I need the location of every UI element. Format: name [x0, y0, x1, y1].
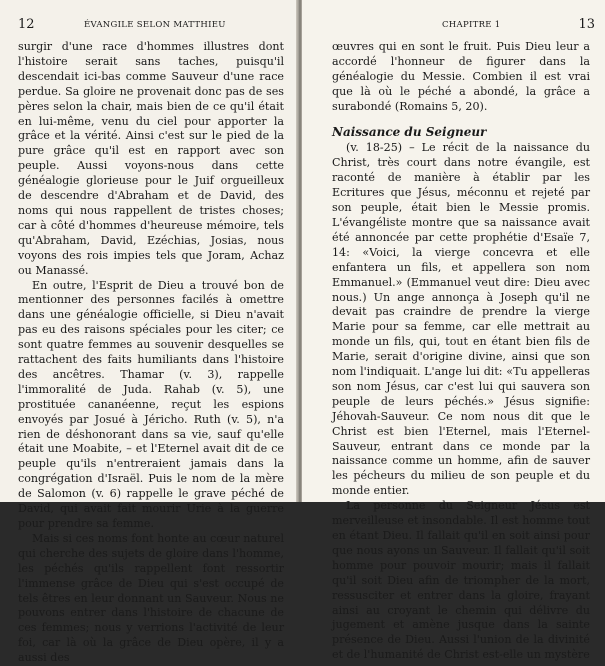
- right-page: [302, 0, 605, 662]
- section-title: Naissance du Seigneur: [332, 124, 487, 139]
- left-page: [0, 0, 298, 665]
- right-running-header: CHAPITRE 1: [442, 20, 501, 30]
- left-paragraph: En outre, l'Esprit de Dieu a trouvé bon de mentionner des personnes facilés à omettre dans une généalogie officielle, si Dieu n'avait pas eu des raisons spéciales pour les citer; ce sont quatre femmes au souvenir desquelles se rattachent des faits humiliants dans l'histoire des ancêtres. Thamar (v. 3), rappelle l'immoralité de Juda. Rahab (v. 5), une prostituée cananéenne, reçut les espions envoyés par Josué à Jéricho. Ruth (v. 5), n'a rien de déshonorant dans sa vie, sauf qu'elle était une Moabite, – et l'Eternel avait dit de ce peuple qu'ils n'entreraient jamais dans la congrégation d'Israël. Puis le nom de la mère de Salomon (v. 6) rappelle le grave péché de David, qui avait fait mourir Urie à la guerre pour prendre sa femme.: [18, 278, 284, 530]
- left-running-header: ÉVANGILE SELON MATTHIEU: [84, 20, 226, 30]
- right-intro-paragraph: œuvres qui en sont le fruit. Puis Dieu leur a accordé l'honneur de figurer dans la généalogie du Messie. Combien il est vrai que là où le péché a abondé, la grâce a surabondé (Romains 5, 20).: [332, 40, 590, 113]
- right-page-body: [332, 40, 590, 663]
- left-paragraph: Mais si ces noms font honte au cœur naturel qui cherche des sujets de gloire dans l'homme, les péchés qu'ils rappellent font ressortir l'immense grâce de Dieu qui s'est occupé de tels êtres en leur donnant un Sauveur. Nous ne pouvons entrer dans l'histoire de chacune de ces femmes; nous y verrions l'activité de leur foi, car là où la grâce de Dieu opère, il y a aussi des: [18, 531, 284, 665]
- left-page-number: 12: [18, 17, 35, 32]
- right-page-number: 13: [578, 17, 595, 32]
- left-paragraph: surgir d'une race d'hommes illustres dont l'histoire serait sans taches, puisqu'il descendait ici-bas comme Sauveur d'une race perdue. Sa gloire ne provenait donc pas de ses pères selon la chair, mais bien de ce qu'il était en lui-même, venu du ciel pour apporter la grâce et la vérité. Ainsi c'est sur le pied de la pure grâce qu'il est en rapport avec son peuple. Aussi voyons-nous dans cette généalogie glorieuse pour le Juif orgueilleux de descendre d'Abraham et de David, des noms qui nous rappellent de tristes choses; car à côté d'hommes d'heureuse mémoire, tels qu'Abraham, David, Ezéchias, Josias, nous voyons des rois impies tels que Joram, Achaz ou Manassé.: [18, 40, 284, 277]
- left-page-body: [18, 40, 284, 666]
- right-paragraph: (v. 18-25) – Le récit de la naissance du Christ, très court dans notre évangile, est raconté de manière à établir par les Ecritures que Jésus, méconnu et rejeté par son peuple, était bien le Messie promis. L'évangéliste montre que sa naissance avait été annoncée par cette prophétie d'Esaïe 7, 14: «Voici, la vierge concevra et elle enfantera un fils, et appellera son nom Emmanuel.» (Emmanuel veut dire: Dieu avec nous.) Un ange annonça à Joseph qu'il ne devait pas craindre de prendre la vierge Marie pour sa femme, car elle mettrait au monde un fils, qui, tout en étant bien fils de Marie, serait d'origine divine, ainsi que son nom l'indiquait. L'ange lui dit: «Tu appelleras son nom Jésus, car c'est lui qui sauvera son peuple de leurs péchés.» Jésus signifie: Jéhovah-Sauveur. Ce nom nous dit que le Christ est bien l'Eternel, mais l'Eternel-Sauveur, entrant dans ce monde par la naissance comme un homme, afin de sauver les pécheurs du milieu de son peuple et du monde entier.: [332, 141, 590, 498]
- right-paragraph: La personne du Seigneur Jésus est merveilleuse et insondable. Il est homme tout en étant Dieu. Il fallait qu'il en soit ainsi pour que nous ayons un Sauveur. Il fallait qu'il soit homme pour pouvoir mourir; mais il fallait qu'il soit Dieu afin de triompher de la mort, ressusciter et entrer dans la gloire, frayant ainsi au croyant le chemin qui délivre du jugement et amène jusque dans la sainte présence de Dieu. Aussi l'union de la divinité et de l'humanité de Christ est-elle un mystère: [332, 499, 590, 662]
